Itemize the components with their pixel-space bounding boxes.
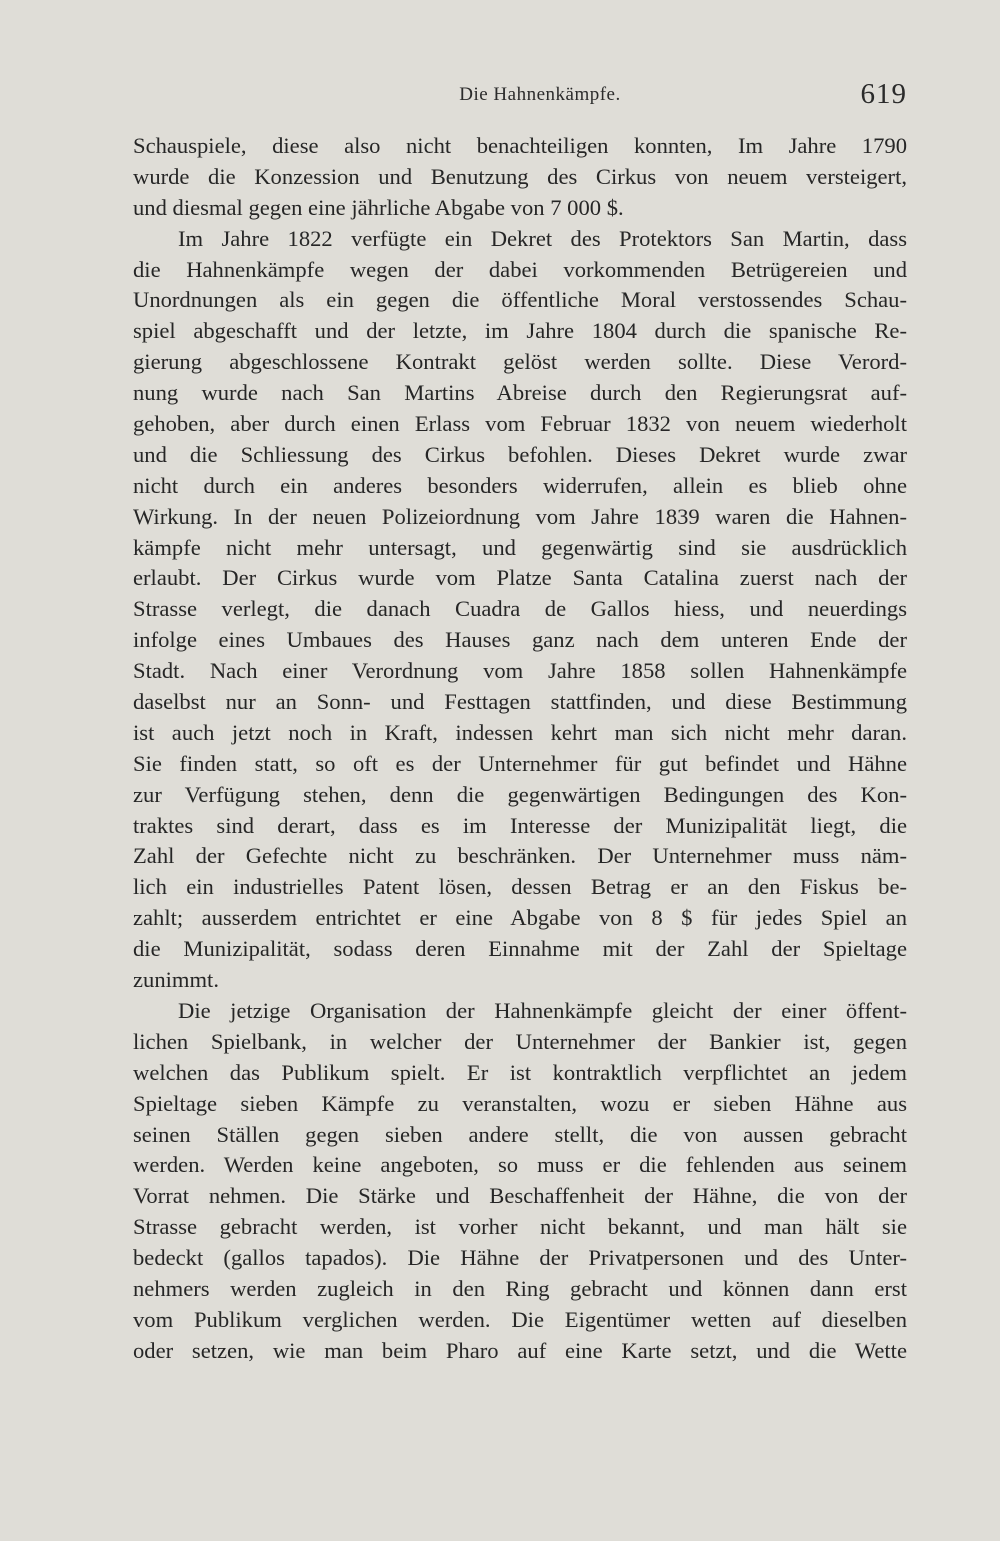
text-line: oder setzen, wie man beim Pharo auf eine Karte setzt, und die Wette [133, 1337, 907, 1363]
text-line: zur Verfügung stehen, denn die gegenwärtigen Bedingungen des Kon- [133, 781, 907, 807]
text-line: zunimmt. [133, 967, 219, 993]
text-line: spiel abgeschafft und der letzte, im Jahre 1804 durch die spanische Re- [133, 318, 907, 344]
text-line: wurde die Konzession und Benutzung des Cirkus von neuem versteigert, [133, 163, 907, 189]
text-line: Die jetzige Organisation der Hahnenkämpfe gleicht der einer öffent- [178, 997, 907, 1023]
text-line: Zahl der Gefechte nicht zu beschränken. Der Unternehmer muss näm- [133, 843, 907, 869]
running-title: Die Hahnenkämpfe. [459, 84, 621, 105]
text-line: Strasse gebracht werden, ist vorher nicht bekannt, und man hält sie [133, 1214, 907, 1240]
text-line: gehoben, aber durch einen Erlass vom Februar 1832 von neuem wiederholt [133, 411, 907, 437]
text-line: nicht durch ein anderes besonders widerrufen, allein es blieb ohne [133, 472, 907, 498]
text-line: ist auch jetzt noch in Kraft, indessen kehrt man sich nicht mehr daran. [133, 719, 907, 745]
text-line: nung wurde nach San Martins Abreise durch den Regierungsrat auf- [133, 380, 907, 406]
text-line: Sie finden statt, so oft es der Unternehmer für gut befindet und Hähne [133, 750, 907, 776]
text-line: welchen das Publikum spielt. Er ist kontraktlich verpflichtet an jedem [133, 1059, 907, 1085]
text-line: zahlt; ausserdem entrichtet er eine Abgabe von 8 $ für jedes Spiel an [133, 905, 907, 931]
text-line: Spieltage sieben Kämpfe zu veranstalten, wozu er sieben Hähne aus [133, 1090, 907, 1116]
text-line: Strasse verlegt, die danach Cuadra de Gallos hiess, und neuerdings [133, 596, 907, 622]
text-line: und diesmal gegen eine jährliche Abgabe von 7 000 $. [133, 194, 624, 220]
page-number: 619 [860, 78, 907, 110]
text-line: seinen Ställen gegen sieben andere stellt, die von aussen gebracht [133, 1121, 907, 1147]
text-line: Schauspiele, diese also nicht benachteiligen konnten, Im Jahre 1790 [133, 133, 907, 158]
text-line: nehmers werden zugleich in den Ring gebracht und können dann erst [133, 1275, 907, 1301]
text-line: kämpfe nicht mehr untersagt, und gegenwärtig sind sie ausdrücklich [133, 534, 907, 560]
text-line: traktes sind derart, dass es im Interesse der Munizipalität liegt, die [133, 812, 907, 838]
text-line: Stadt. Nach einer Verordnung vom Jahre 1858 sollen Hahnenkämpfe [133, 658, 907, 684]
text-line: lich ein industrielles Patent lösen, dessen Betrag er an den Fiskus be- [133, 874, 907, 900]
text-line: Wirkung. In der neuen Polizeiordnung vom Jahre 1839 waren die Hahnen- [133, 503, 907, 529]
text-line: gierung abgeschlossene Kontrakt gelöst werden sollte. Diese Verord- [133, 349, 907, 375]
text-line: daselbst nur an Sonn- und Festtagen stattfinden, und diese Bestimmung [133, 689, 907, 715]
text-line: Unordnungen als ein gegen die öffentliche Moral verstossendes Schau- [133, 287, 907, 313]
text-line: bedeckt (gallos tapados). Die Hähne der Privatpersonen und des Unter- [133, 1245, 907, 1271]
text-line: die Munizipalität, sodass deren Einnahme mit der Zahl der Spieltage [133, 936, 907, 962]
page-header [133, 78, 907, 118]
text-line: lichen Spielbank, in welcher der Unternehmer der Bankier ist, gegen [133, 1028, 907, 1054]
text-line: Im Jahre 1822 verfügte ein Dekret des Protektors San Martin, dass [178, 225, 907, 251]
text-line: Vorrat nehmen. Die Stärke und Beschaffenheit der Hähne, die von der [133, 1183, 907, 1209]
text-line: vom Publikum verglichen werden. Die Eigentümer wetten auf dieselben [133, 1306, 907, 1332]
text-line: erlaubt. Der Cirkus wurde vom Platze Santa Catalina zuerst nach der [133, 565, 907, 591]
text-line: werden. Werden keine angeboten, so muss er die fehlenden aus seinem [133, 1152, 907, 1178]
text-line: die Hahnenkämpfe wegen der dabei vorkommenden Betrügereien und [133, 256, 907, 282]
body-text [133, 131, 907, 1367]
text-line: infolge eines Umbaues des Hauses ganz nach dem unteren Ende der [133, 627, 907, 653]
text-line: und die Schliessung des Cirkus befohlen. Dieses Dekret wurde zwar [133, 441, 907, 467]
